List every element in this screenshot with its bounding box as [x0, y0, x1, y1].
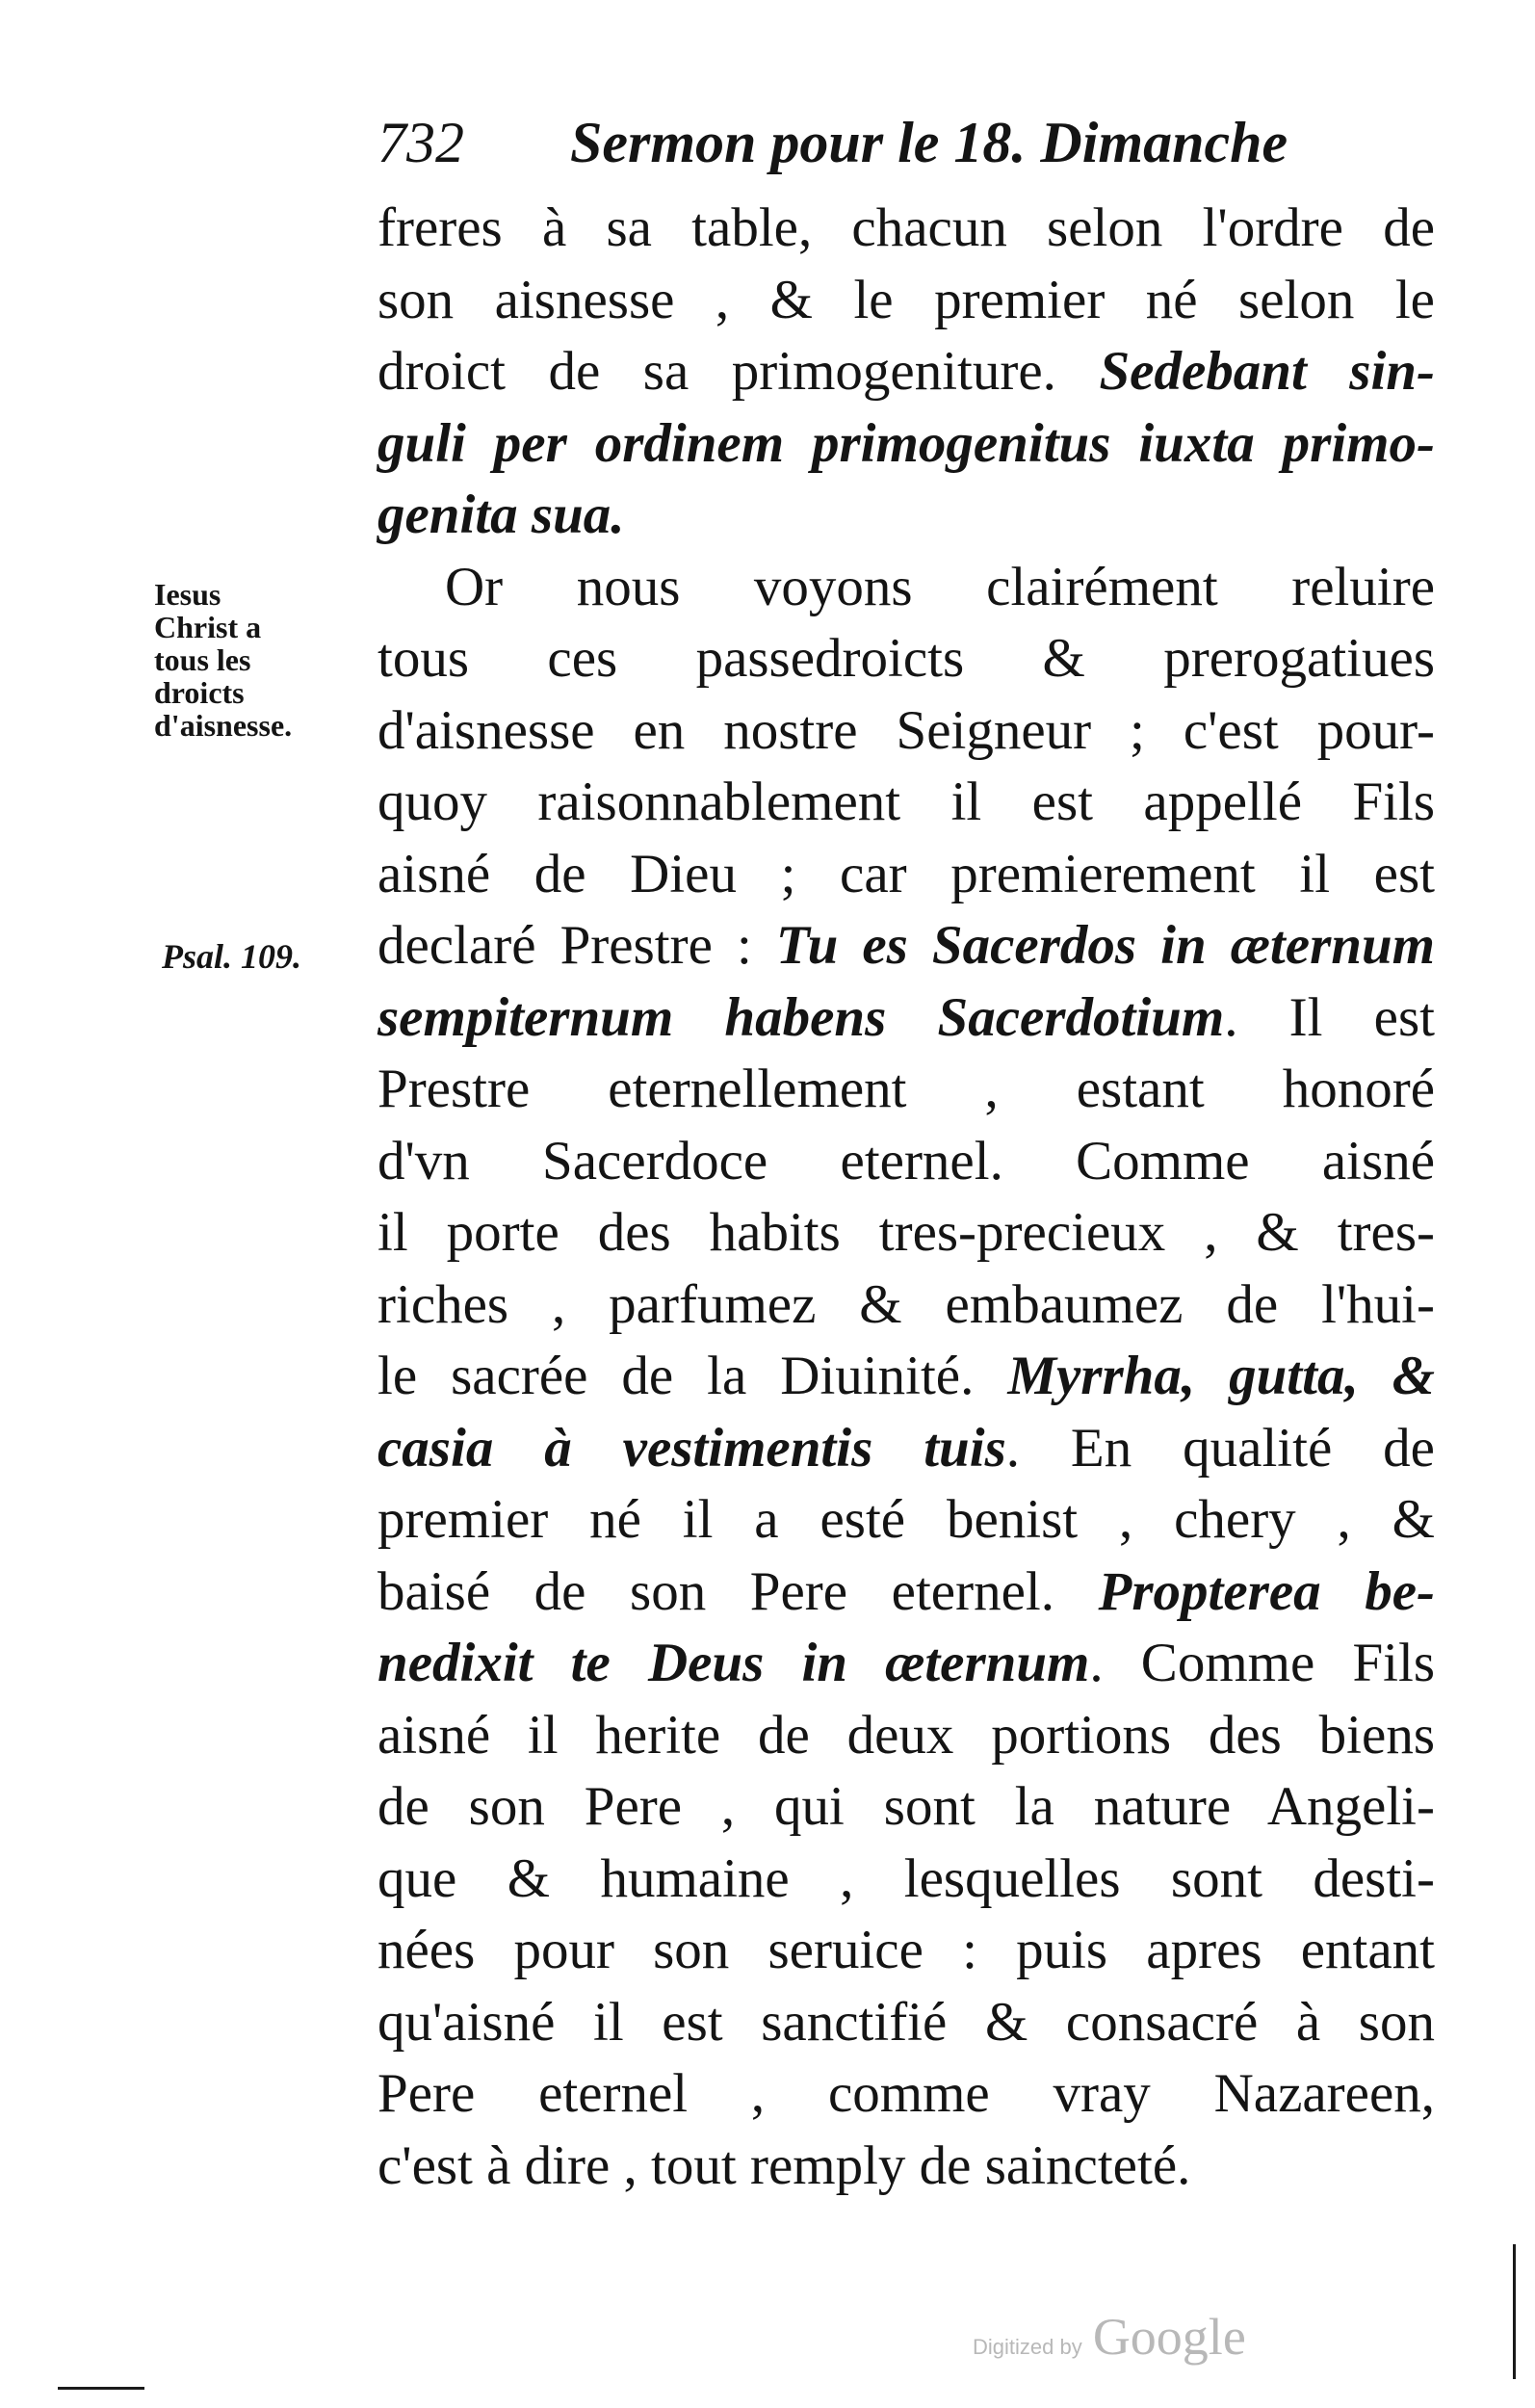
- text-line: [377, 1915, 1435, 1987]
- text-segment: qu'aisné il est sanctifié & consacré à son: [377, 1991, 1435, 2053]
- text-segment: . Il est: [1224, 986, 1435, 1048]
- digitized-label: Digitized by: [973, 2335, 1082, 2359]
- text-segment: droict de sa primogeniture.: [377, 341, 1100, 402]
- text-segment: le sacrée de la Diuinité.: [377, 1346, 1008, 1406]
- text-line: [377, 910, 1435, 982]
- text-line: [377, 1557, 1435, 1629]
- text-line: [377, 1484, 1435, 1557]
- text-line: [377, 695, 1435, 768]
- text-line: [377, 1771, 1435, 1844]
- text-segment: que & humaine , lesquelles sont desti-: [377, 1847, 1435, 1909]
- margin-note-line: Christ a: [154, 610, 262, 644]
- text-line: [377, 1269, 1435, 1342]
- text-segment: aisné de Dieu ; car premierement il est: [377, 843, 1435, 904]
- text-segment: . En qualité de: [1005, 1417, 1435, 1479]
- text-line: [377, 839, 1435, 911]
- google-logo: Google: [1092, 2308, 1246, 2366]
- margin-scripture-reference: Psal. 109.: [162, 937, 302, 976]
- text-segment: . Comme Fils: [1089, 1633, 1436, 1693]
- running-title: Sermon pour le 18. Dimanche: [570, 111, 1288, 174]
- text-segment: Or nous voyons clairément reluire: [445, 556, 1435, 617]
- margin-note: [154, 578, 347, 742]
- latin-quotation: sempiternum habens Sacerdotium: [377, 986, 1225, 1048]
- text-segment: riches , parfumez & embaumez de l'hui-: [377, 1273, 1435, 1335]
- margin-note-line: tous les: [154, 642, 251, 677]
- text-line: [377, 1054, 1435, 1126]
- text-line: [377, 767, 1435, 839]
- text-segment: quoy raisonnablement il est appellé Fils: [377, 772, 1435, 832]
- text-segment: c'est à dire , tout remply de saincteté.: [377, 2134, 1191, 2196]
- text-segment: Prestre eternellement , estant honoré: [377, 1059, 1435, 1119]
- text-segment: nées pour son seruice : puis apres entant: [377, 1920, 1435, 1980]
- latin-quotation: Myrrha, gutta, &: [1007, 1346, 1435, 1406]
- text-segment: declaré Prestre :: [377, 915, 776, 976]
- text-line: [377, 2131, 1435, 2203]
- page-number: 732: [377, 111, 464, 174]
- text-line: [377, 2058, 1435, 2131]
- page-edge-line: [1513, 2244, 1516, 2379]
- latin-quotation: Tu es Sacerdos in æternum: [775, 915, 1435, 976]
- body-text: [377, 193, 1435, 2202]
- text-segment: il porte des habits tres-precieux , & tres-: [377, 1202, 1435, 1263]
- text-segment: aisné il herite de deux portions des biens: [377, 1704, 1435, 1766]
- text-segment: tous ces passedroicts & prerogatiues: [377, 628, 1435, 689]
- text-line: [377, 1844, 1435, 1916]
- text-line: [377, 1413, 1435, 1485]
- text-line: [377, 1126, 1435, 1198]
- text-segment: d'vn Sacerdoce eternel. Comme aisné: [377, 1130, 1435, 1191]
- latin-quotation: nedixit te Deus in æternum: [377, 1633, 1090, 1693]
- text-line: [377, 1700, 1435, 1772]
- text-line: [377, 336, 1435, 408]
- latin-quotation: Propterea be-: [1098, 1560, 1435, 1622]
- latin-quotation: casia à vestimentis tuis: [377, 1417, 1006, 1479]
- text-line: [377, 982, 1435, 1055]
- text-line: [377, 480, 1435, 552]
- text-segment: d'aisnesse en nostre Seigneur ; c'est pour-: [377, 699, 1435, 761]
- text-segment: baisé de son Pere eternel.: [377, 1560, 1099, 1622]
- text-line: [377, 193, 1435, 265]
- text-line: [377, 552, 1435, 624]
- text-line: [377, 1341, 1435, 1413]
- text-line: [377, 408, 1435, 481]
- latin-quotation: guli per ordinem primogenitus iuxta primo-: [377, 412, 1435, 474]
- margin-note-line: Iesus: [154, 577, 221, 612]
- latin-quotation: Sedebant sin-: [1099, 341, 1435, 402]
- text-segment: premier né il a esté benist , chery , &: [377, 1489, 1435, 1550]
- text-line: [377, 1197, 1435, 1269]
- text-segment: freres à sa table, chacun selon l'ordre de: [377, 197, 1435, 258]
- margin-note-line: droicts: [154, 675, 245, 710]
- digitized-watermark: [973, 2307, 1246, 2367]
- page-corner-line: [58, 2387, 144, 2390]
- latin-quotation: genita sua.: [377, 484, 625, 545]
- text-line: [377, 1628, 1435, 1700]
- margin-note-line: d'aisnesse.: [154, 708, 293, 743]
- page-header: [377, 104, 1446, 181]
- text-line: [377, 623, 1435, 695]
- text-line: [377, 265, 1435, 337]
- text-segment: de son Pere , qui sont la nature Angeli-: [377, 1776, 1435, 1837]
- text-segment: Pere eternel , comme vray Nazareen,: [377, 2063, 1435, 2124]
- text-line: [377, 1987, 1435, 2059]
- text-segment: son aisnesse , & le premier né selon le: [377, 269, 1435, 330]
